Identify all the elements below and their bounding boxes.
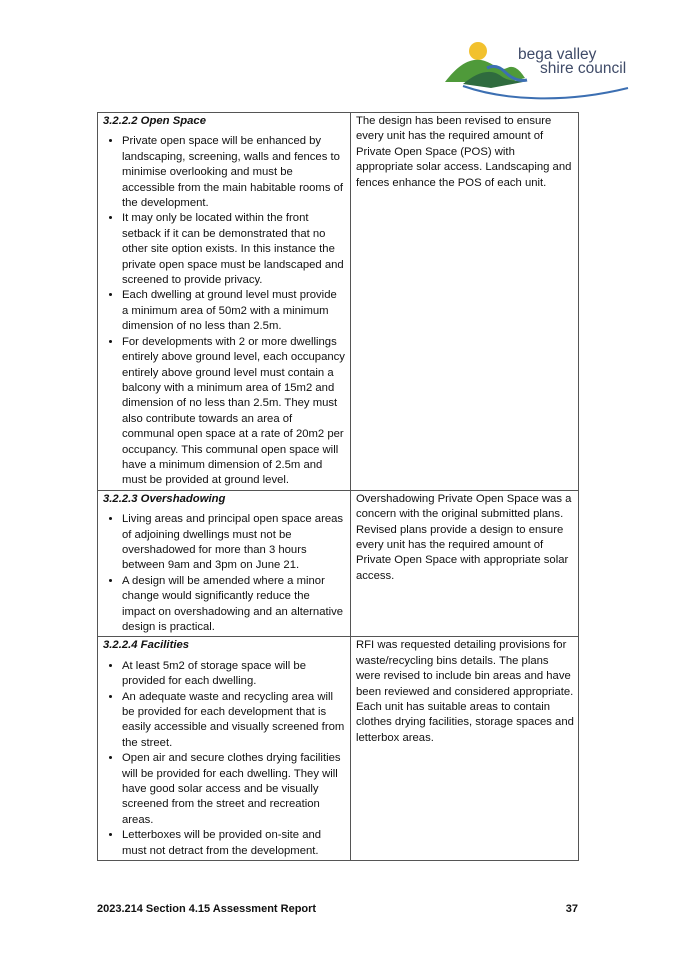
- list-item: • Each dwelling at ground level must provide a minimum area of 50m2 with a minimum dimension of no less than 2.5m.: [122, 288, 346, 334]
- list-item: • An adequate waste and recycling area will be provided for each development that is easily accessible and visually screened from the street.: [122, 690, 346, 752]
- response-cell: [351, 113, 579, 491]
- requirement-cell: [98, 490, 351, 637]
- section-title: 3.2.2.3 Overshadowing: [103, 492, 226, 505]
- list-item: • Private open space will be enhanced by landscaping, screening, walls and fences to minimise overlooking and must be accessible from the main habitable rooms of the development.: [122, 134, 346, 211]
- page-number: 37: [565, 903, 578, 915]
- response-cell: [351, 490, 579, 637]
- report-reference: 2023.214 Section 4.15 Assessment Report: [97, 903, 317, 915]
- section-title: 3.2.2.2 Open Space: [103, 115, 206, 127]
- list-item: • For developments with 2 or more dwellings entirely above ground level, each occupancy entirely above ground level must contain a balcony with a minimum area of 15m2 and dimension of no less than 2.5m. They must also contribute towards an area of communal open space at a rate of 20m2 per occupancy. This communal open space will have a minimum dimension of 2.5m and must be provided at ground level.: [122, 335, 346, 489]
- requirement-list: [103, 659, 346, 859]
- list-item: • At least 5m2 of storage space will be provided for each dwelling.: [122, 659, 346, 690]
- response-text: RFI was requested detailing provisions for waste/recycling bins details. The plans were revised to include bin areas and have been reviewed and considered appropriate. Each unit has suitable areas to contain clothes drying facilities, storage spaces and letterbox areas.: [356, 639, 574, 744]
- table-row: [98, 637, 579, 861]
- requirement-cell: [98, 113, 351, 491]
- assessment-table: [97, 112, 579, 861]
- logo-swoosh: [463, 86, 628, 98]
- response-text: The design has been revised to ensure every unit has the required amount of Private Open Space (POS) with appropriate solar access. Landscaping and fences enhance the POS of each unit.: [356, 115, 572, 189]
- section-title: 3.2.2.4 Facilities: [103, 639, 190, 652]
- response-text: Overshadowing Private Open Space was a concern with the original submitted plans. Revised plans provide a design to ensure every unit has the required amount of Private Open Space with appropriate solar access.: [356, 492, 572, 582]
- council-name-line2: shire council: [540, 60, 627, 77]
- council-name: [518, 48, 626, 76]
- requirement-cell: [98, 637, 351, 861]
- requirement-list: [103, 512, 346, 635]
- requirement-list: [103, 134, 346, 488]
- response-cell: [351, 637, 579, 861]
- table-row: [98, 490, 579, 637]
- list-item: • It may only be located within the front setback if it can be demonstrated that no other site option exists. In this instance the private open space must be landscaped and screened to provide privacy.: [122, 211, 346, 288]
- list-item: • A design will be amended where a minor change would significantly reduce the impact on overshadowing and an alternative design is practical.: [122, 574, 346, 636]
- list-item: • Letterboxes will be provided on-site and must not detract from the development.: [122, 828, 346, 859]
- council-name-line1: bega valley: [518, 46, 597, 63]
- list-item: • Living areas and principal open space areas of adjoining dwellings must not be overshadowed for more than 3 hours between 9am and 3pm on June 21.: [122, 512, 346, 574]
- table-row: [98, 113, 579, 491]
- logo-sun: [469, 42, 487, 60]
- list-item: • Open air and secure clothes drying facilities will be provided for each dwelling. They will have good solar access and be visually screened from the street and recreation areas.: [122, 751, 346, 828]
